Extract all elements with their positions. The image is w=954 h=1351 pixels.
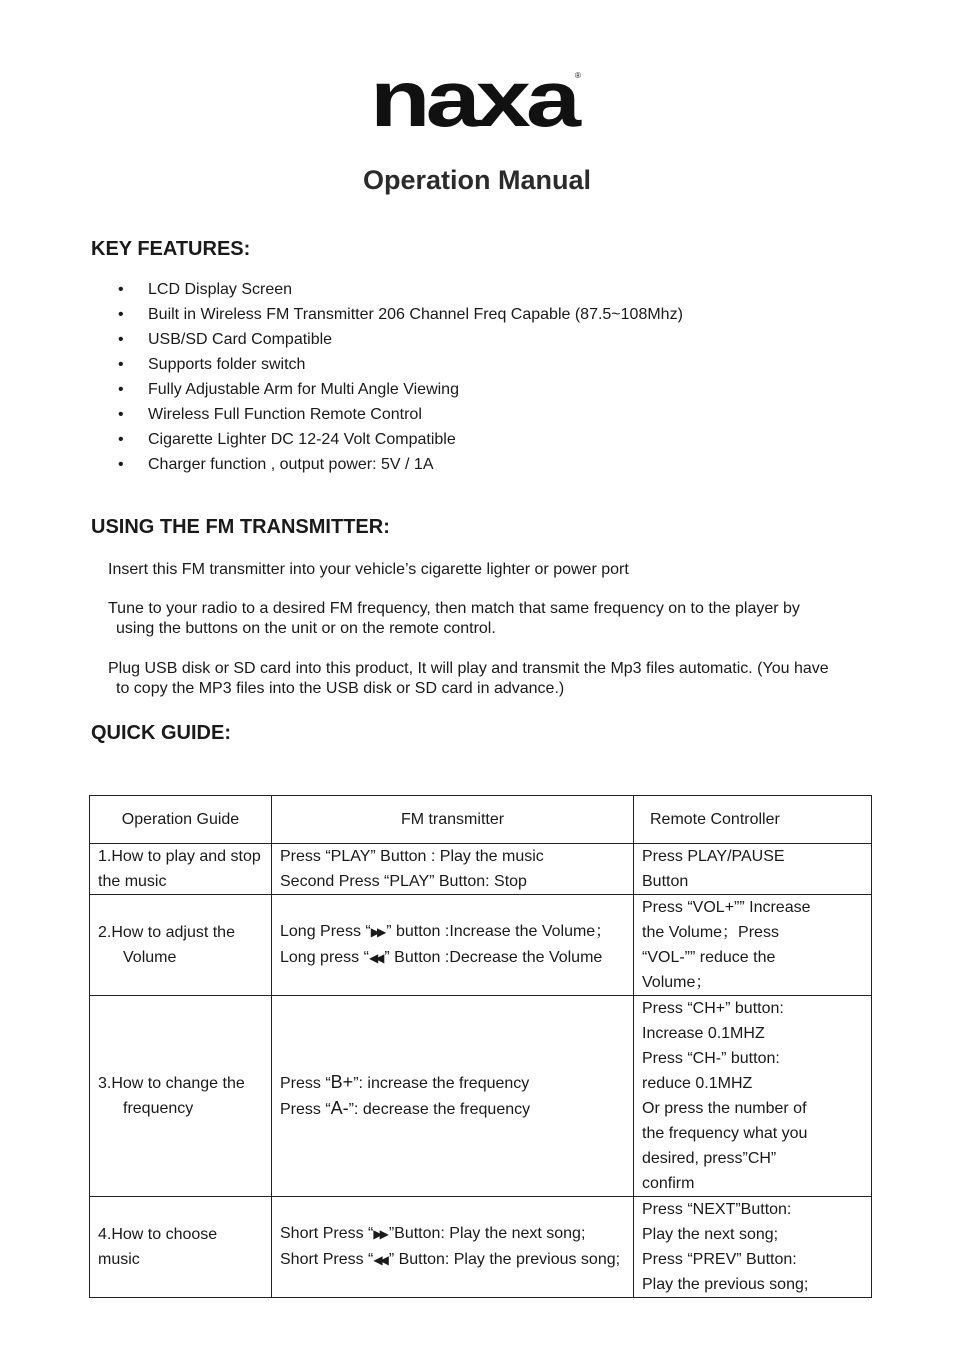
fm-paragraph-2: Tune to your radio to a desired FM frequency, then match that same frequency on to the player by using the buttons on the unit or on the remote control. xyxy=(108,600,800,637)
table-cell: Short Press “▶▶ ”Button: Play the next song; Short Press “◀◀ ” Button: Play the previous song; xyxy=(272,1197,634,1298)
list-item: • USB/SD Card Compatible xyxy=(118,331,333,348)
quick-guide-table xyxy=(89,795,872,1298)
table-cell: Long Press “▶▶ ” button :Increase the Volume； Long press “◀◀ ” Button :Decrease the Volume xyxy=(272,895,634,996)
list-item: • LCD Display Screen xyxy=(118,281,293,298)
table-cell: Press “CH+” button: Increase 0.1MHZ Press “CH-” button: reduce 0.1MHZ Or press the number of the frequency what you desired, press”CH” confirm xyxy=(634,996,872,1197)
column-header: Remote Controller xyxy=(634,796,872,844)
table-row xyxy=(90,1197,872,1298)
table-header-row xyxy=(90,796,872,844)
quick-guide-heading: QUICK GUIDE: xyxy=(91,722,231,744)
table-cell: 3.How to change the frequency xyxy=(90,996,272,1197)
fm-paragraph-1: Insert this FM transmitter into your vehicle’s cigarette lighter or power port xyxy=(108,561,629,578)
column-header: Operation Guide xyxy=(90,796,272,844)
table-cell: 4.How to choose music xyxy=(90,1197,272,1298)
key-features-heading: KEY FEATURES: xyxy=(91,238,251,260)
list-item: • Built in Wireless FM Transmitter 206 Channel Freq Capable (87.5~108Mhz) xyxy=(118,306,683,323)
list-item: • Supports folder switch xyxy=(118,356,306,373)
table-row xyxy=(90,844,872,895)
page-title: Operation Manual xyxy=(362,165,592,195)
table-cell: 1.How to play and stop the music xyxy=(90,844,272,895)
table-cell: Press “VOL+”” Increase the Volume；Press “VOL-”” reduce the Volume； xyxy=(634,895,872,996)
list-item: • Charger function , output power: 5V / 1A xyxy=(118,456,434,473)
table-row xyxy=(90,895,872,996)
key-features-list xyxy=(118,280,683,480)
naxa-logo xyxy=(370,68,582,132)
table-cell: Press “PLAY” Button : Play the music Second Press “PLAY” Button: Stop xyxy=(272,844,634,895)
fm-paragraph-3: Plug USB disk or SD card into this product, It will play and transmit the Mp3 files automatic. (You have to copy the MP3 files into the USB disk or SD card in advance.) xyxy=(108,660,829,697)
fast-forward-icon: ▶▶ xyxy=(370,925,384,939)
table-cell: Press PLAY/PAUSE Button xyxy=(634,844,872,895)
list-item: • Fully Adjustable Arm for Multi Angle Viewing xyxy=(118,381,459,398)
table-cell: 2.How to adjust the Volume xyxy=(90,895,272,996)
table-cell: Press “B+”: increase the frequency Press “A-”: decrease the frequency xyxy=(272,996,634,1197)
table-cell: Press “NEXT”Button: Play the next song; Press “PREV” Button: Play the previous song; xyxy=(634,1197,872,1298)
list-item: • Wireless Full Function Remote Control xyxy=(118,406,422,423)
svg-text:naxa: naxa xyxy=(370,68,582,132)
table-row xyxy=(90,996,872,1197)
list-item: • Cigarette Lighter DC 12-24 Volt Compatible xyxy=(118,431,456,448)
fm-heading: USING THE FM TRANSMITTER: xyxy=(91,516,390,538)
rewind-icon: ◀◀ xyxy=(368,951,382,965)
svg-text:®: ® xyxy=(575,71,581,80)
column-header: FM transmitter xyxy=(272,796,634,844)
rewind-icon: ◀◀ xyxy=(373,1253,386,1267)
fast-forward-icon: ▶▶ xyxy=(373,1227,386,1241)
